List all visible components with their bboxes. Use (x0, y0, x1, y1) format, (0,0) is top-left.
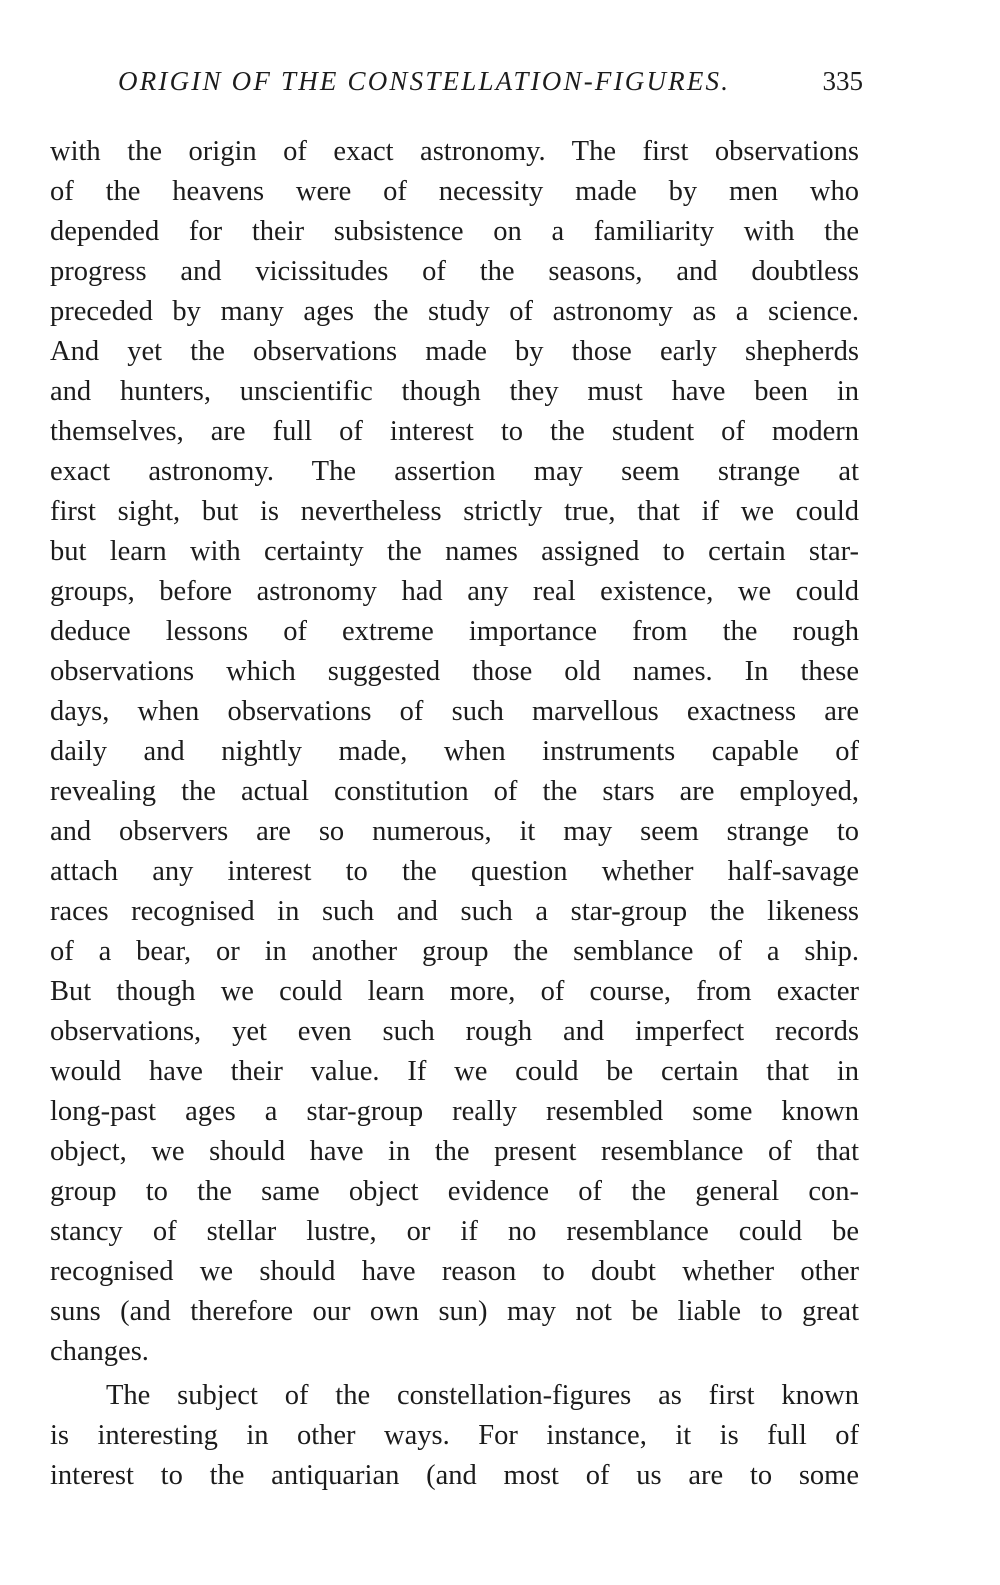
text-line: exact astronomy. The assertion may seem strange at (50, 456, 859, 487)
text-line: daily and nightly made, when instruments capable of (50, 736, 859, 767)
text-line: changes. (50, 1336, 149, 1367)
running-title: ORIGIN OF THE CONSTELLATION-FIGURES. (118, 66, 731, 96)
text-line: groups, before astronomy had any real existence, we could (50, 576, 859, 607)
page-number: 335 (822, 66, 863, 96)
text-line: depended for their subsistence on a familiarity with the (50, 216, 859, 247)
text-line: The subject of the constellation-figures as first known (106, 1380, 859, 1411)
text-line: But though we could learn more, of course, from exacter (50, 976, 859, 1007)
text-line: but learn with certainty the names assigned to certain star- (50, 536, 859, 567)
text-line: would have their value. If we could be certain that in (50, 1056, 859, 1087)
text-line: suns (and therefore our own sun) may not be liable to great (50, 1296, 859, 1327)
text-line: and observers are so numerous, it may seem strange to (50, 816, 859, 847)
body-text (50, 132, 859, 1496)
text-line: progress and vicissitudes of the seasons, and doubtless (50, 256, 859, 287)
paragraph-2 (50, 1376, 859, 1496)
text-line: races recognised in such and such a star-group the likeness (50, 896, 859, 927)
running-header (118, 66, 863, 106)
paragraph-1 (50, 132, 859, 1372)
text-line: recognised we should have reason to doubt whether other (50, 1256, 859, 1287)
text-line: and hunters, unscientific though they must have been in (50, 376, 859, 407)
text-line: preceded by many ages the study of astronomy as a science. (50, 296, 859, 327)
text-line: long-past ages a star-group really resembled some known (50, 1096, 859, 1127)
text-line: And yet the observations made by those early shepherds (50, 336, 859, 367)
text-line: observations, yet even such rough and imperfect records (50, 1016, 859, 1047)
text-line: days, when observations of such marvellous exactness are (50, 696, 859, 727)
text-line: of the heavens were of necessity made by men who (50, 176, 859, 207)
text-line: of a bear, or in another group the semblance of a ship. (50, 936, 859, 967)
text-line: is interesting in other ways. For instance, it is full of (50, 1420, 859, 1451)
text-line: with the origin of exact astronomy. The first observations (50, 136, 859, 167)
text-line: stancy of stellar lustre, or if no resemblance could be (50, 1216, 859, 1247)
text-line: interest to the antiquarian (and most of us are to some (50, 1460, 859, 1491)
text-line: revealing the actual constitution of the stars are employed, (50, 776, 859, 807)
text-line: attach any interest to the question whether half-savage (50, 856, 859, 887)
text-line: observations which suggested those old names. In these (50, 656, 859, 687)
text-line: deduce lessons of extreme importance from the rough (50, 616, 859, 647)
text-line: first sight, but is nevertheless strictly true, that if we could (50, 496, 859, 527)
text-line: group to the same object evidence of the general con- (50, 1176, 859, 1207)
text-line: themselves, are full of interest to the student of modern (50, 416, 859, 447)
text-line: object, we should have in the present resemblance of that (50, 1136, 859, 1167)
